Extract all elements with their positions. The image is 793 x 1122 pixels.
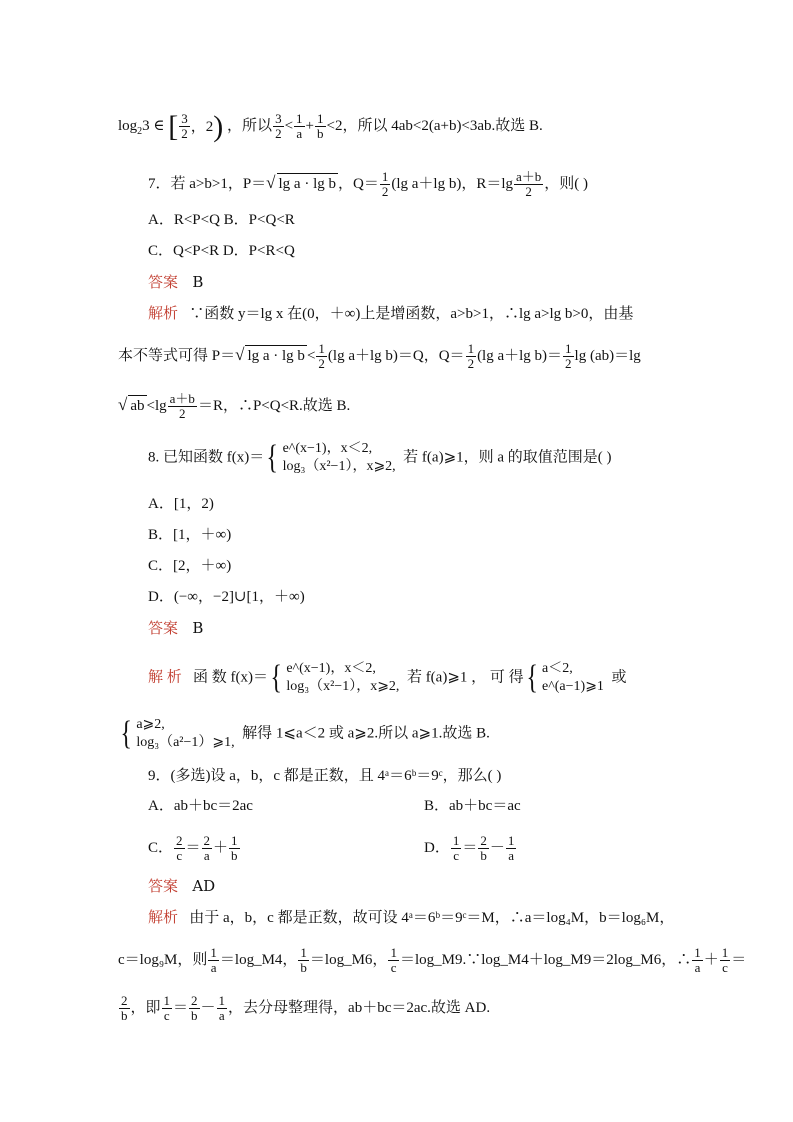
frac-num: 2	[191, 993, 198, 1008]
solution-label: 解析	[148, 306, 179, 322]
case-row: a⩾2,	[136, 717, 165, 732]
text: ＝	[185, 839, 201, 856]
text: <	[306, 347, 316, 364]
text: 3 ∈	[142, 117, 165, 134]
q8-solution-line: 解 析 函 数 f(x)＝ { e^(x−1)，x＜2, log₃（x²−1），x⩾2, 若 f(a)⩾1 ， 可 得 { a＜2, e^(a−1)⩾1 或	[148, 659, 627, 696]
frac-den: a	[508, 848, 515, 863]
text: 本不等式可得 P＝	[118, 347, 236, 364]
frac-num: 1	[565, 341, 572, 356]
interval: [ $\frac{3}{2}$ ， 2 )	[168, 109, 224, 143]
frac-den: c	[453, 848, 459, 863]
frac-den: a	[210, 960, 217, 975]
question-7: 7．若 a>b>1，P＝√ lg a · lg b ，Q＝ $\frac{1}{2}$ (lg a＋lg b)，R＝lg $\frac{a+b}{2}$ ，则( )	[148, 169, 589, 199]
question-8: 8. 已知函数 f(x)＝ { e^(x−1)，x＜2, log₃（x²−1），x⩾2, 若 f(a)⩾1，则 a 的取值范围是( )	[148, 439, 612, 476]
q9-solution-line	[118, 994, 490, 1023]
frac-den: b	[231, 848, 238, 863]
text: 解得 1⩽a＜2 或 a⩾2.所以 a⩾1.故选 B.	[242, 725, 490, 742]
frac-num: 1	[218, 993, 226, 1008]
text: (lg a＋lg b)，R＝lg	[391, 175, 514, 192]
frac-num: a＋b	[169, 391, 195, 406]
frac-num: 3	[181, 111, 188, 126]
text: D．	[424, 839, 450, 856]
q8-option: C．[2，＋∞)	[148, 558, 232, 574]
text: 由于 a，b，c 都是正数，故可设 4ᵃ＝6ᵇ＝9ᶜ＝M，∴a＝log₄M，b＝log₆M，	[189, 910, 675, 926]
frac-den: b	[191, 1008, 198, 1023]
frac-num: 1	[452, 833, 460, 848]
text: 若 f(a)⩾1，则 a 的取值范围是( )	[403, 449, 612, 466]
q7-solution-line	[148, 304, 633, 324]
sqrt-content: ab	[128, 395, 146, 416]
frac-den: a	[694, 960, 701, 975]
text: 函 数 f(x)＝	[193, 669, 269, 686]
q8-answer	[148, 618, 203, 638]
frac-num: 1	[210, 945, 217, 960]
frac-den: b	[300, 960, 307, 975]
frac-den: 2	[381, 184, 389, 199]
text: lg (ab)＝lg	[574, 347, 641, 364]
answer-value: B	[192, 619, 204, 637]
text: 7．若 a>b>1，P＝	[148, 175, 267, 192]
solution-label: 解 析	[148, 669, 182, 686]
frac-den: c	[722, 960, 728, 975]
frac-den: 2	[318, 356, 325, 371]
frac-den: b	[317, 126, 324, 141]
text: ＋	[213, 839, 229, 856]
text: ＝log_M4，	[219, 951, 298, 968]
q9-solution-line	[118, 946, 746, 975]
text: C．	[148, 839, 174, 856]
q8-solution-line: { a⩾2, log₃（a²−1）⩾1, 解得 1⩽a＜2 或 a⩾2.所以 a⩾1.故选 B.	[120, 715, 490, 752]
answer-label: 答案	[148, 619, 179, 637]
q7-option-row: C．Q<P<R D．P<R<Q	[148, 243, 295, 259]
case-row: e^(x−1)，x＜2,	[286, 661, 376, 676]
case-row: log₃（x²−1），x⩾2,	[282, 459, 396, 474]
answer-value: AD	[192, 877, 216, 895]
frac-den: b	[480, 848, 487, 863]
text: ，去分母整理得，ab＋bc＝2ac.故选 AD.	[228, 999, 491, 1016]
frac-den: c	[390, 960, 397, 975]
frac-den: b	[121, 1008, 128, 1023]
text: ＝R，∴P<Q<R.故选 B.	[197, 397, 351, 414]
q7-answer	[148, 272, 203, 292]
frac-num: 2	[480, 833, 487, 848]
frac-den: a	[218, 1008, 225, 1023]
text: <lg	[146, 397, 167, 414]
frac-num: 1	[318, 341, 325, 356]
frac-num: 1	[300, 945, 307, 960]
frac-num: 1	[296, 111, 303, 126]
q9-option-c	[148, 834, 241, 863]
text: ，则( )	[544, 175, 589, 192]
frac-den: 2	[525, 184, 532, 199]
frac-num: 1	[390, 945, 397, 960]
q7-solution-line: 本不等式可得 P＝√ lg a · lg b < $\frac{1}{2}$ (lg a＋lg b)＝Q，Q＝ $\frac{1}{2}$ (lg a＋lg b)＝ $\frac{1}{2}$ lg (ab)＝lg	[118, 341, 641, 371]
q7-solution-line: √ ab <lg $\frac{a+b}{2}$ ＝R，∴P<Q<R.故选 B.	[118, 391, 351, 421]
frac-num: a＋b	[516, 169, 542, 184]
answer-label: 答案	[148, 877, 179, 895]
text: ＝	[173, 999, 189, 1016]
q9-option-b: B．ab＋bc＝ac	[424, 798, 521, 814]
text: (lg a＋lg b)＝Q，Q＝	[327, 347, 465, 364]
frac-num: 1	[163, 993, 171, 1008]
text: +	[305, 117, 314, 134]
answer-value: B	[192, 273, 204, 291]
text: －	[489, 839, 505, 856]
frac-num: 1	[507, 833, 515, 848]
text: ＝log_M6，	[309, 951, 388, 968]
frac-den: c	[163, 1008, 170, 1023]
frac-num: 1	[721, 945, 729, 960]
frac-den: a	[296, 126, 303, 141]
case-row: a＜2,	[541, 661, 573, 676]
text: ∵函数 y＝lg x 在(0，＋∞)上是增函数，a>b>1，∴lg a>lg b>0，由基	[189, 306, 634, 322]
text: ，Q＝	[338, 175, 379, 192]
q9-solution-line	[148, 908, 674, 928]
text: ＝log_M9.∵log_M4＋log_M9＝2log_M6，∴	[399, 951, 692, 968]
frac-den: 2	[181, 126, 188, 141]
text: ，即	[130, 999, 161, 1016]
continuation-line: $\log_23$ ∈ [ $\frac{3}{2}$ ， 2 ) ，所以 $\frac{3}{2}$ < $\frac{1}{a}$ + $\frac{1}{b}$ <2，所以 4ab<2(a+b)<3ab.故选 B.	[118, 109, 543, 143]
case-row: log₃（a²−1）⩾1,	[136, 735, 235, 750]
case-row: e^(a−1)⩾1	[541, 679, 604, 694]
q9-option-d	[424, 834, 517, 863]
text: c＝log₉M，则	[118, 951, 208, 968]
text: 或	[611, 669, 627, 686]
text: <2，所以 4ab<2(a+b)<3ab.故选 B.	[326, 117, 543, 134]
frac-num: 1	[381, 169, 389, 184]
case-row: log₃（x²−1），x⩾2,	[286, 679, 400, 694]
frac-num: 1	[231, 833, 238, 848]
frac-den: 2	[179, 406, 186, 421]
q8-option: D．(−∞，−2]∪[1，＋∞)	[148, 589, 305, 605]
question-9: 9．(多选)设 a，b，c 都是正数，且 4ᵃ＝6ᵇ＝9ᶜ，那么( )	[148, 768, 502, 784]
text: 8. 已知函数 f(x)＝	[148, 449, 265, 466]
frac-num: 2	[176, 833, 183, 848]
answer-label: 答案	[148, 273, 179, 291]
case-row: e^(x−1)，x＜2,	[282, 441, 373, 456]
q7-option-row: A．R<P<Q B．P<Q<R	[148, 212, 295, 228]
text: 若 f(a)⩾1 ， 可 得	[406, 669, 524, 686]
frac-num: 1	[467, 341, 475, 356]
text: －	[200, 999, 216, 1016]
frac-den: 2	[565, 356, 572, 371]
text: ＋	[703, 951, 719, 968]
q8-option: A．[1，2)	[148, 496, 214, 512]
frac-den: a	[203, 848, 210, 863]
frac-num: 2	[203, 833, 211, 848]
frac-num: 2	[121, 993, 128, 1008]
frac-den: 2	[275, 126, 282, 141]
text: log	[118, 117, 138, 134]
solution-label: 解析	[148, 910, 179, 926]
text: (lg a＋lg b)＝	[477, 347, 563, 364]
frac-num: 1	[694, 945, 701, 960]
q9-answer	[148, 876, 215, 896]
frac-den: c	[176, 848, 183, 863]
sqrt-content: lg a · lg b	[277, 173, 339, 194]
q8-option: B．[1，＋∞)	[148, 527, 232, 543]
text: <	[284, 117, 294, 134]
text: 2	[205, 118, 214, 135]
frac-num: 3	[275, 111, 282, 126]
sqrt-content: lg a · lg b	[245, 345, 307, 366]
text: ＝	[731, 951, 747, 968]
q9-option-a: A．ab＋bc＝2ac	[148, 798, 253, 814]
text: ＝	[462, 839, 478, 856]
frac-den: 2	[467, 356, 475, 371]
frac-num: 1	[317, 111, 324, 126]
text: ，所以	[227, 117, 273, 134]
